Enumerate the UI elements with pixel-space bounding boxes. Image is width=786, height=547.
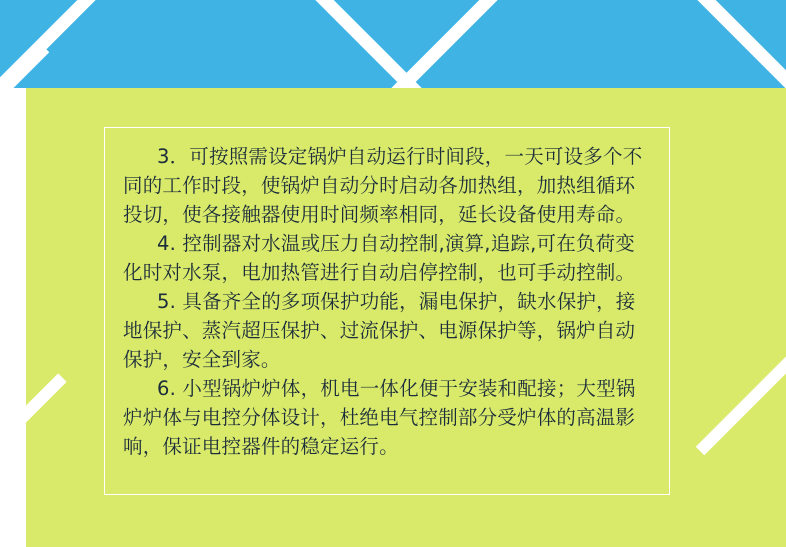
text-frame (104, 127, 670, 495)
paragraph-4: 4. 控制器对水温或压力自动控制,演算,追踪,可在负荷变化时对水泵，电加热管进行自动启停控制，也可手动控制。 (123, 232, 636, 284)
banner-stripe-diagonal (0, 0, 173, 96)
paragraph-5: 5. 具备齐全的多项保护功能，漏电保护，缺水保护，接地保护、蒸汽超压保护、过流保护、电源保护等，锅炉自动保护，安全到家。 (123, 290, 636, 371)
left-white-margin (0, 88, 26, 547)
banner-stripe-diagonal (380, 0, 573, 96)
paragraph-6: 6. 小型锅炉炉体，机电一体化便于安装和配接；大型锅炉炉体与电控分体设计，杜绝电气控制部分受炉体的高温影响，保证电控器件的稳定运行。 (123, 377, 636, 458)
paragraph-3: 3．可按照需设定锅炉自动运行时间段，一天可设多个不同的工作时段，使锅炉自动分时启动各加热组，加热组循环投切，使各接触器使用时间频率相同，延长设备使用寿命。 (123, 145, 643, 226)
banner-stripe-diagonal (610, 0, 786, 96)
top-blue-banner (0, 0, 786, 96)
